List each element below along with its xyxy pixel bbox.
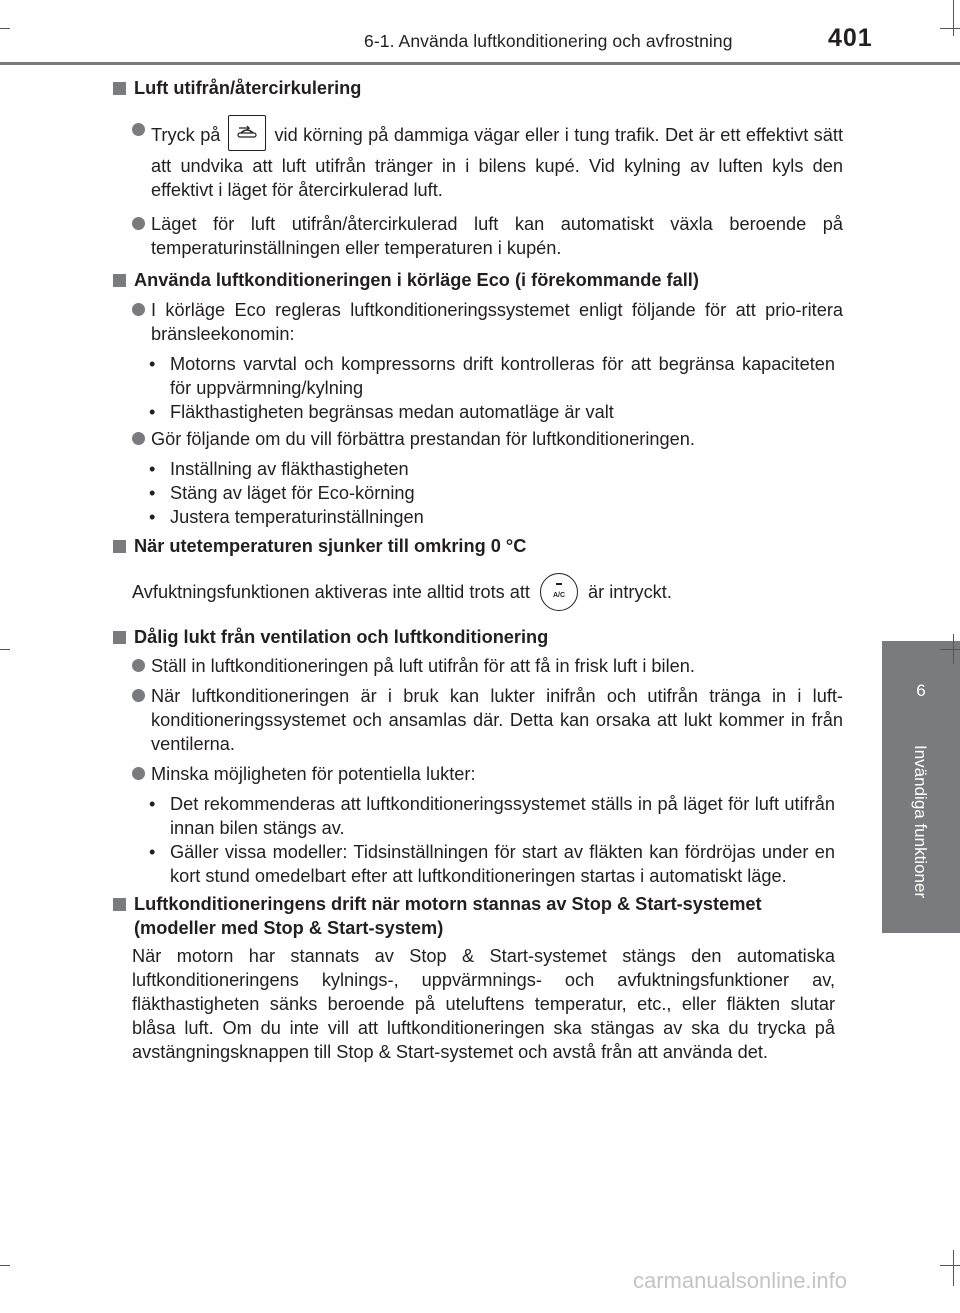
bullet-dot-icon (132, 123, 145, 136)
watermark: carmanualsonline.info (633, 1268, 848, 1293)
crop-mark (940, 649, 960, 650)
crop-mark (953, 1250, 954, 1286)
section-heading: Dålig lukt från ventilation och luftkonditionering (113, 625, 843, 649)
page-content (113, 76, 843, 1064)
page-number: 401 (828, 24, 873, 52)
bullet-dot-icon (132, 303, 145, 316)
crop-mark (0, 1265, 10, 1266)
sub-list-item: • Fläkthastigheten begränsas medan automatläge är valt (149, 402, 614, 422)
section-heading: Luft utifrån/återcirkulering (113, 76, 843, 100)
heading-square-icon (113, 898, 126, 911)
bullet-item: Tryck på vid körning på dammiga vägar eller i tung trafik. Det är ett effektivt sätt att undvika att luft utifrån tränger in i bilens kupé. Vid kylning av luften kyls den effektivt i läget för återcirkulerad luft. (113, 118, 843, 202)
bullet-item: Gör följande om du vill förbättra prestandan för luftkonditioneringen. (113, 427, 843, 451)
heading-square-icon (113, 274, 126, 287)
bullet-dot-icon (132, 432, 145, 445)
ac-button-icon (540, 573, 578, 611)
section-heading: Luftkonditioneringens drift när motorn stannas av Stop & Start-systemet (modeller med Stop & Start-system) (113, 892, 843, 940)
bullet-item: Läget för luft utifrån/återcirkulerad luft kan automatiskt växla beroende på temperaturinställningen eller temperaturen i kupén. (113, 212, 843, 260)
bullet-item: Minska möjligheten för potentiella lukter: (113, 762, 843, 786)
crop-mark (0, 649, 10, 650)
heading-square-icon (113, 540, 126, 553)
sub-list-item: • Inställning av fläkthastigheten (149, 459, 409, 479)
paragraph: Avfuktningsfunktionen aktiveras inte alltid trots att A/C är intryckt. (113, 574, 843, 612)
chapter-number: 6 (916, 681, 926, 700)
bullet-item: När luftkonditioneringen är i bruk kan lukter inifrån och utifrån tränga in i luft-konditioneringssystemet och ansamlas där. Detta kan orsaka att lukt kommer in från ventilerna. (113, 684, 843, 756)
bullet-item: I körläge Eco regleras luftkonditioneringssystemet enligt följande för att prio-ritera bränsleekonomin: (113, 298, 843, 346)
svg-text:A/C: A/C (552, 592, 566, 599)
crop-mark (940, 1265, 960, 1266)
heading-square-icon (113, 82, 126, 95)
sub-list-item: • Stäng av läget för Eco-körning (149, 483, 415, 503)
crop-mark (940, 28, 960, 29)
section-title: 6-1. Använda luftkonditionering och avfrostning (364, 31, 733, 51)
bullet-item: Ställ in luftkonditioneringen på luft utifrån för att få in frisk luft i bilen. (113, 654, 843, 678)
chapter-title-container (910, 745, 930, 930)
bullet-dot-icon (132, 217, 145, 230)
section-heading: När utetemperaturen sjunker till omkring 0 °C (113, 534, 843, 558)
heading-square-icon (113, 631, 126, 644)
bullet-dot-icon (132, 767, 145, 780)
header-rule (0, 62, 960, 65)
chapter-tab (882, 641, 960, 738)
bullet-dot-icon (132, 659, 145, 672)
sub-list-item: • Gäller vissa modeller: Tidsinställningen för start av fläkten kan fördröjas under en kort stund omedelbart efter att luftkonditioneringen startas i automatiskt läge. (149, 842, 835, 886)
crop-mark (0, 28, 10, 29)
recirculation-button-icon (228, 115, 266, 151)
chapter-title: Invändiga funktioner (911, 745, 930, 899)
sub-list-item: • Justera temperaturinställningen (149, 507, 424, 527)
crop-mark (953, 0, 954, 36)
paragraph: När motorn har stannats av Stop & Start-systemet stängs den automatiska luftkonditioneringens kylnings-, uppvärmnings- och avfuktningsfunktioner av, fläkthastigheten sänks beroende på uteluftens temperatur, etc., eller fläkten slutar blåsa luft. Om du inte vill att luftkonditioneringen ska stängas av ska du trycka på avstängningsknappen till Stop & Start-systemet och avstå från att använda det. (132, 946, 835, 1062)
section-heading: Använda luftkonditioneringen i körläge Eco (i förekommande fall) (113, 268, 843, 292)
sub-list-item: • Det rekommenderas att luftkonditioneringssystemet ställs in på läget för luft utifrån innan bilen stängs av. (149, 794, 835, 838)
sub-list-item: • Motorns varvtal och kompressorns drift kontrolleras för att begränsa kapaciteten för uppvärmning/kylning (149, 354, 835, 398)
bullet-dot-icon (132, 689, 145, 702)
